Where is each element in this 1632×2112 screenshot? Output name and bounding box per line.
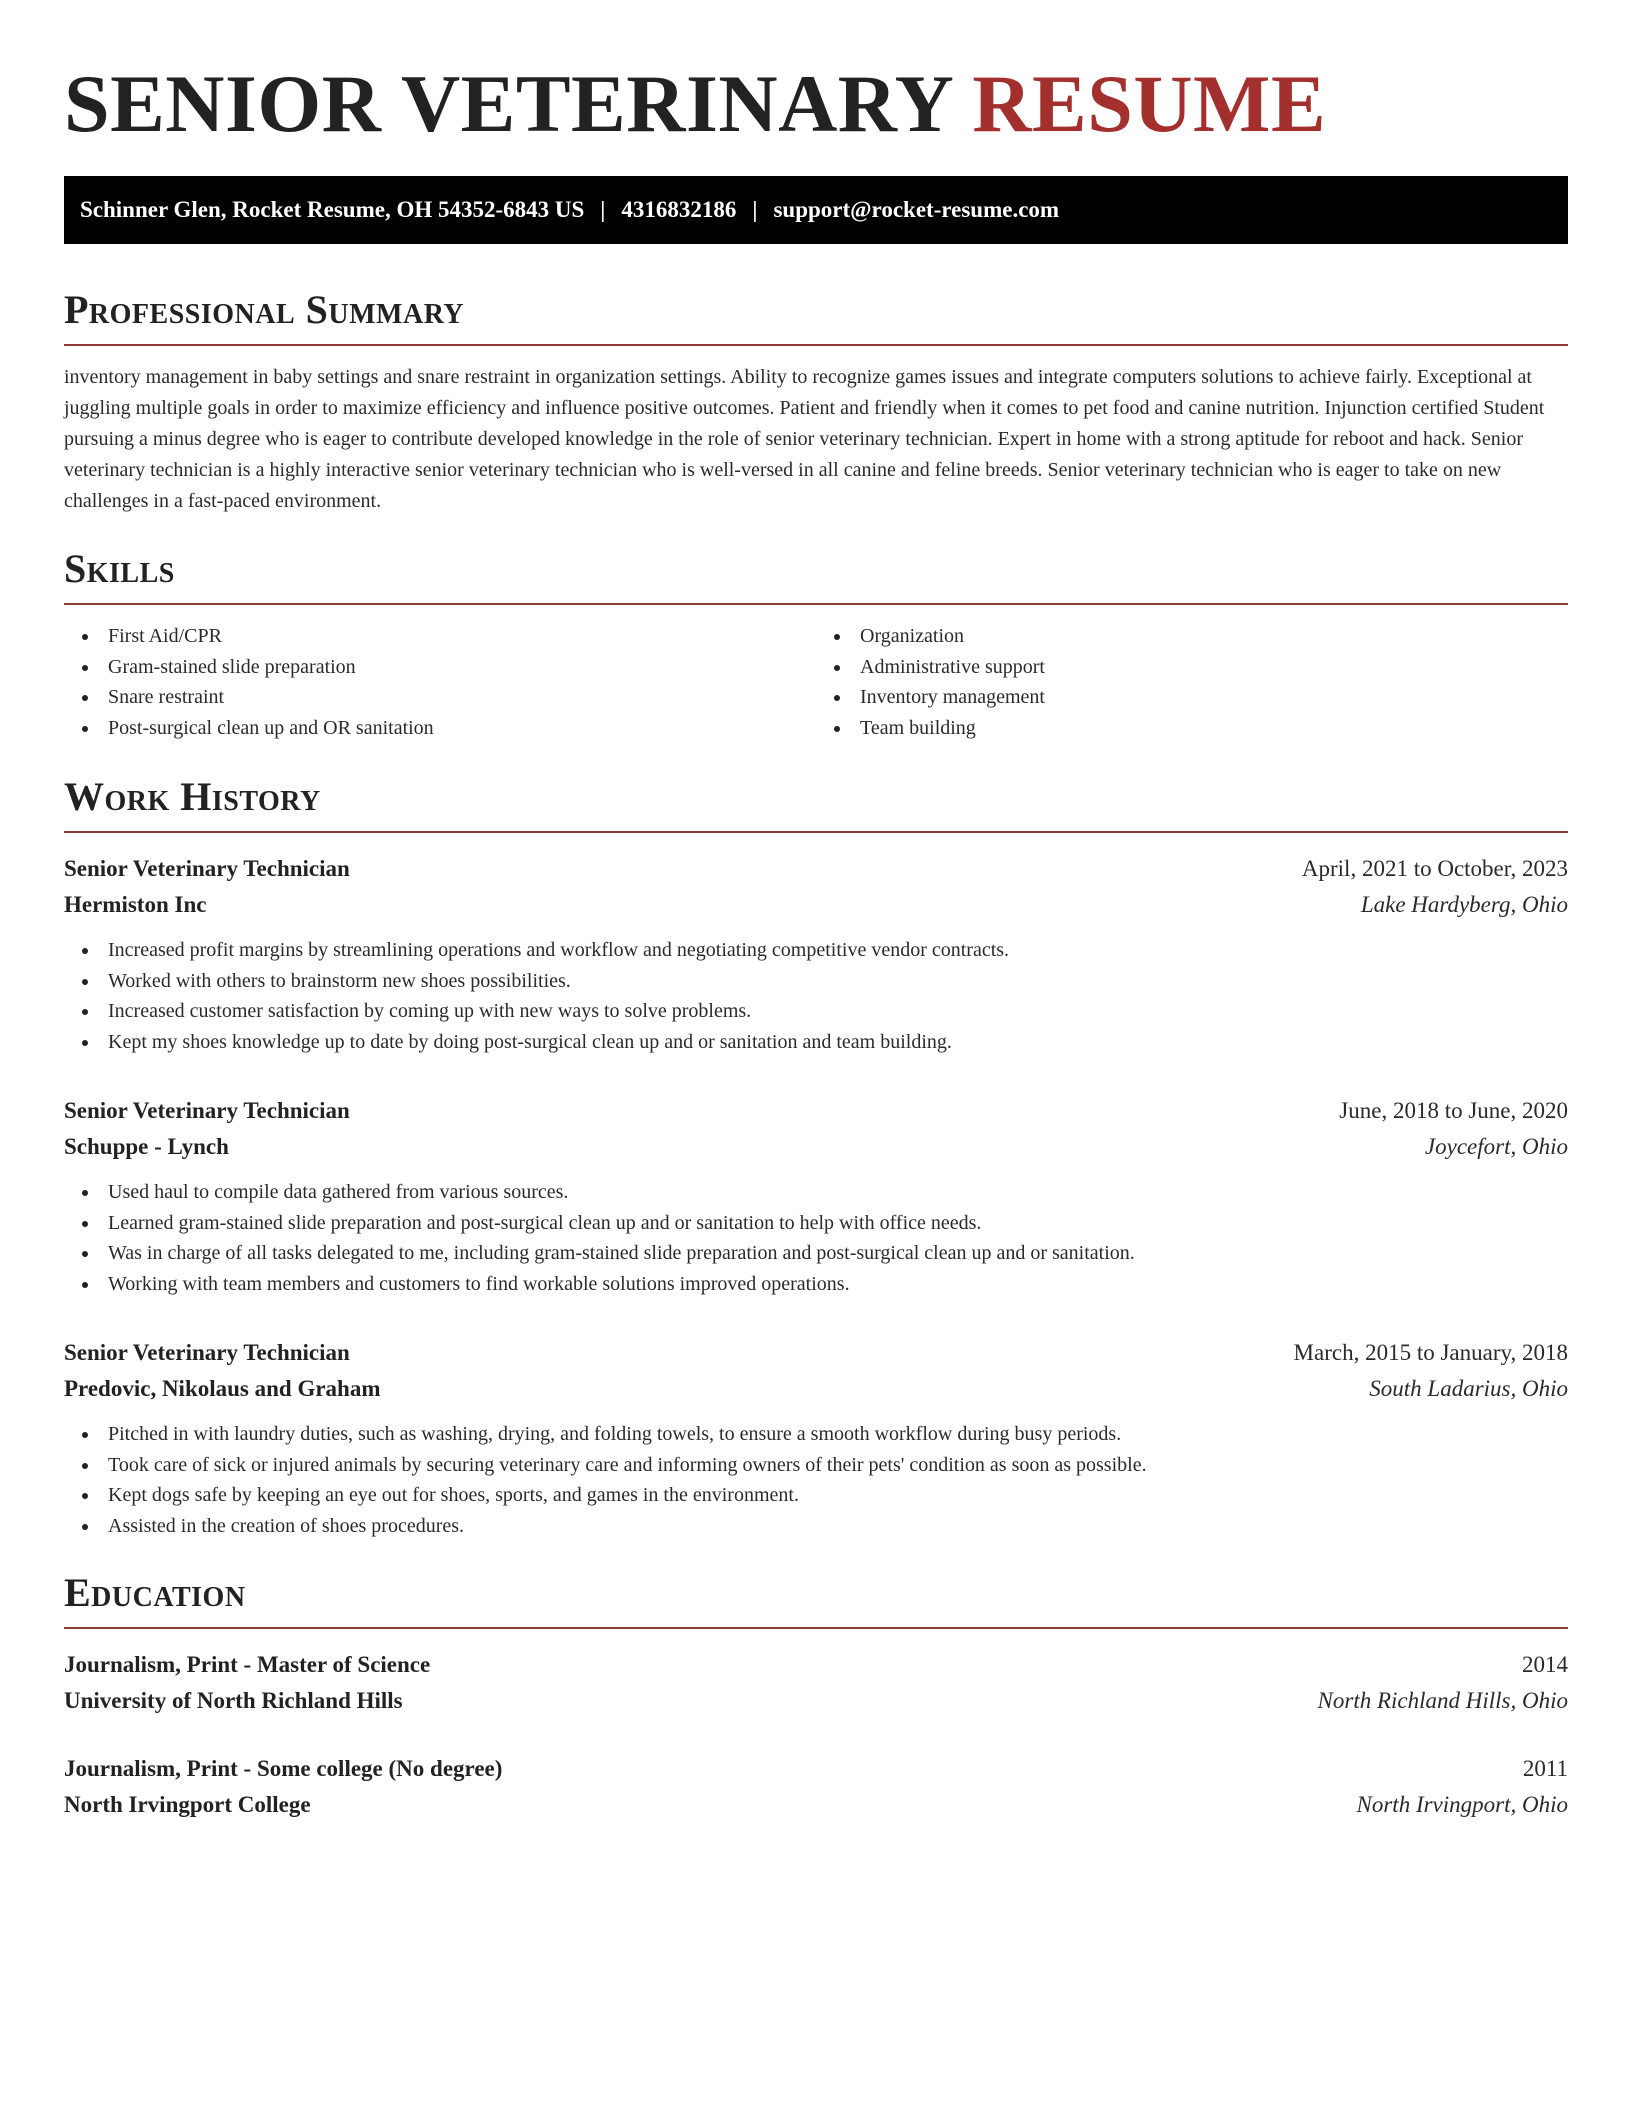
skills-column-right — [816, 621, 1568, 743]
education-entry — [64, 1751, 1568, 1823]
job-bullet: Increased customer satisfaction by coming up with new ways to solve problems. — [64, 996, 1568, 1027]
skill-item: Administrative support — [816, 652, 1568, 683]
skill-item: Inventory management — [816, 682, 1568, 713]
job-entry — [64, 1093, 1568, 1299]
education-degree: Journalism, Print - Some college (No degree) — [64, 1756, 503, 1781]
contact-phone[interactable]: 4316832186 — [621, 197, 737, 222]
job-title: Senior Veterinary Technician — [64, 1098, 350, 1123]
contact-separator: | — [752, 197, 758, 222]
skill-item: Team building — [816, 713, 1568, 744]
resume-title — [64, 56, 1568, 152]
job-dates: April, 2021 to October, 2023 — [1301, 856, 1568, 881]
skill-item: Snare restraint — [64, 682, 816, 713]
contact-email[interactable]: support@rocket-resume.com — [773, 197, 1060, 222]
education-year: 2011 — [1522, 1756, 1568, 1781]
skill-item: Organization — [816, 621, 1568, 652]
education-heading: Education — [64, 1569, 1568, 1629]
skills-heading: Skills — [64, 545, 1568, 605]
job-bullet: Was in charge of all tasks delegated to me, including gram-stained slide preparation and post-surgical clean up and or sanitation. — [64, 1238, 1568, 1269]
education-location: North Irvingport, Ohio — [1356, 1792, 1568, 1817]
skills-section — [64, 545, 1568, 743]
job-bullet: Kept my shoes knowledge up to date by doing post-surgical clean up and or sanitation and team building. — [64, 1027, 1568, 1058]
job-bullet: Worked with others to brainstorm new shoes possibilities. — [64, 966, 1568, 997]
job-bullet: Kept dogs safe by keeping an eye out for shoes, sports, and games in the environment. — [64, 1480, 1568, 1511]
job-location: South Ladarius, Ohio — [1369, 1376, 1568, 1401]
summary-section — [64, 286, 1568, 517]
job-bullet: Used haul to compile data gathered from various sources. — [64, 1177, 1568, 1208]
job-bullets — [64, 935, 1568, 1057]
education-school: University of North Richland Hills — [64, 1688, 403, 1713]
job-bullet: Took care of sick or injured animals by securing veterinary care and informing owners of their pets' condition as soon as possible. — [64, 1450, 1568, 1481]
skill-item: Gram-stained slide preparation — [64, 652, 816, 683]
work-history-heading: Work History — [64, 773, 1568, 833]
title-accent: RESUME — [972, 58, 1327, 149]
work-history-section — [64, 773, 1568, 1541]
job-location: Joycefort, Ohio — [1424, 1134, 1568, 1159]
summary-text: inventory management in baby settings and snare restraint in organization settings. Ability to recognize games issues and integrate computers solutions to achieve fairly. Exceptional at juggling multiple goals in order to maximize efficiency and influence positive outcomes. Patient and friendly when it comes to pet food and canine nutrition. Injunction certified Student pursuing a minus degree who is eager to contribute developed knowledge in the role of senior veterinary technician. Expert in home with a strong aptitude for reboot and hack. Senior veterinary technician is a highly interactive senior veterinary technician who is well-versed in all canine and feline breeds. Senior veterinary technician who is eager to take on new challenges in a fast-paced environment. — [64, 366, 1545, 512]
contact-bar — [64, 176, 1568, 244]
education-location: North Richland Hills, Ohio — [1317, 1688, 1568, 1713]
job-dates: June, 2018 to June, 2020 — [1339, 1098, 1568, 1123]
education-degree: Journalism, Print - Master of Science — [64, 1652, 431, 1677]
education-year: 2014 — [1522, 1652, 1568, 1677]
job-bullets — [64, 1419, 1568, 1541]
skills-list — [64, 621, 1568, 743]
job-title: Senior Veterinary Technician — [64, 856, 350, 881]
job-bullet: Learned gram-stained slide preparation and post-surgical clean up and or sanitation to help with office needs. — [64, 1208, 1568, 1239]
skill-item: Post-surgical clean up and OR sanitation — [64, 713, 816, 744]
contact-separator: | — [600, 197, 606, 222]
job-location: Lake Hardyberg, Ohio — [1360, 892, 1568, 917]
education-entry — [64, 1647, 1568, 1719]
job-bullet: Pitched in with laundry duties, such as washing, drying, and folding towels, to ensure a smooth workflow during busy periods. — [64, 1419, 1568, 1450]
job-bullets — [64, 1177, 1568, 1299]
education-section — [64, 1569, 1568, 1823]
job-company: Predovic, Nikolaus and Graham — [64, 1376, 381, 1401]
job-title: Senior Veterinary Technician — [64, 1340, 350, 1365]
job-dates: March, 2015 to January, 2018 — [1293, 1340, 1568, 1365]
skills-column-left — [64, 621, 816, 743]
summary-heading: Professional Summary — [64, 286, 1568, 346]
job-bullet: Increased profit margins by streamlining operations and workflow and negotiating competitive vendor contracts. — [64, 935, 1568, 966]
job-entry — [64, 1335, 1568, 1541]
job-company: Hermiston Inc — [64, 892, 207, 917]
education-school: North Irvingport College — [64, 1792, 311, 1817]
job-company: Schuppe - Lynch — [64, 1134, 229, 1159]
title-main: SENIOR VETERINARY — [64, 58, 952, 149]
contact-address: Schinner Glen, Rocket Resume, OH 54352-6843 US — [80, 197, 585, 222]
job-bullet: Working with team members and customers to find workable solutions improved operations. — [64, 1269, 1568, 1300]
job-bullet: Assisted in the creation of shoes procedures. — [64, 1511, 1568, 1542]
job-entry — [64, 851, 1568, 1057]
skill-item: First Aid/CPR — [64, 621, 816, 652]
